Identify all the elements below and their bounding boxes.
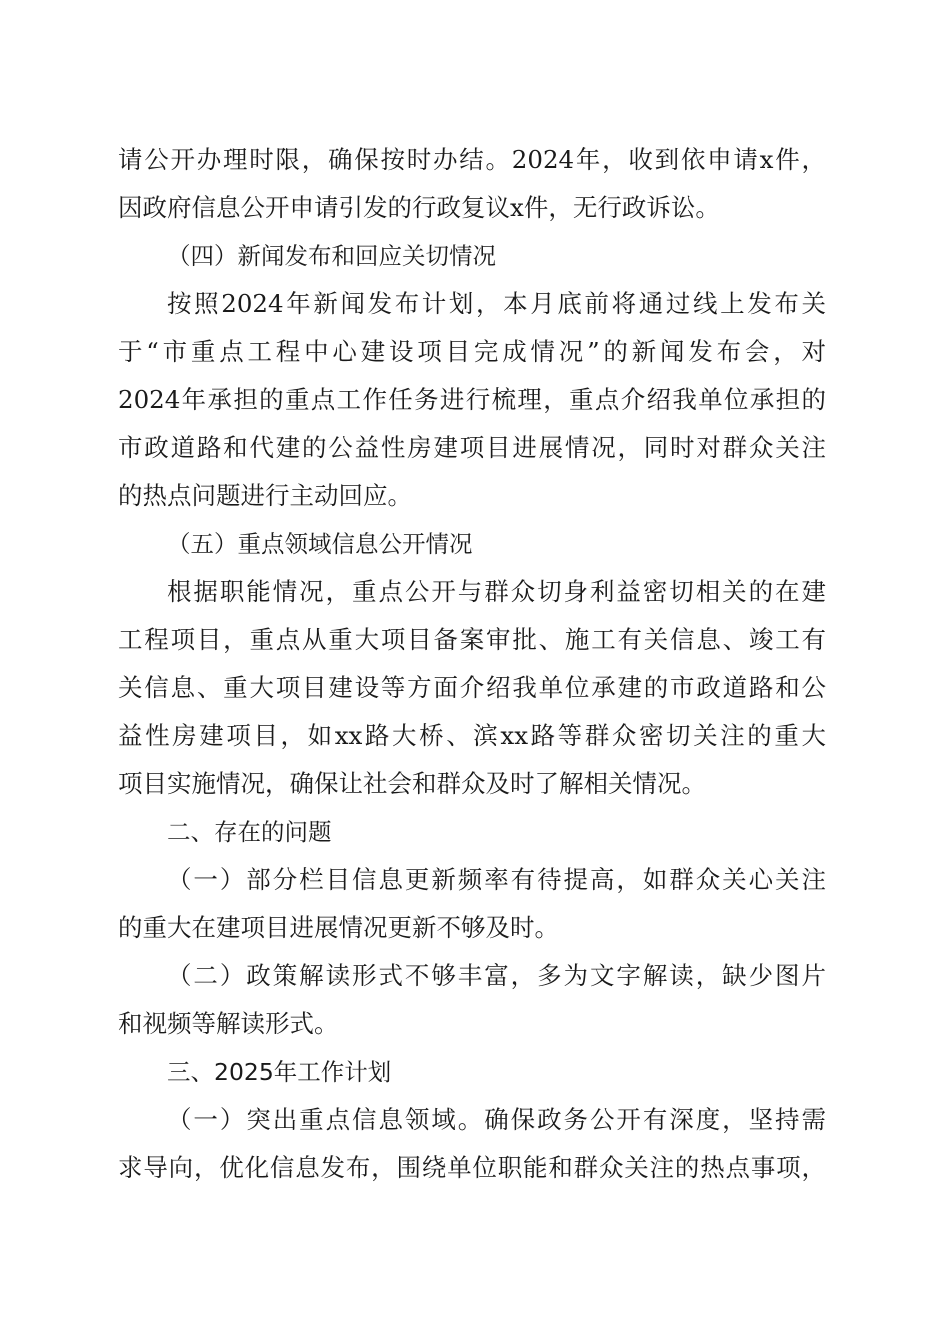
body-line: （二）政策解读形式不够丰富，多为文字解读，缺少图片 [167, 961, 826, 990]
section-heading: （五）重点领域信息公开情况 [167, 530, 473, 558]
body-line: 2024年承担的重点工作任务进行梳理，重点介绍我单位承担的 [118, 385, 826, 414]
body-line: 因政府信息公开申请引发的行政复议x件，无行政诉讼。 [118, 193, 720, 222]
body-line: 按照2024年新闻发布计划，本月底前将通过线上发布关 [167, 289, 826, 318]
body-line: 请公开办理时限，确保按时办结。2024年，收到依申请x件， [118, 145, 826, 174]
chapter-heading: 三、2025年工作计划 [167, 1058, 392, 1086]
body-line: 关信息、重大项目建设等方面介绍我单位承建的市政道路和公 [118, 673, 826, 702]
body-line: 于“市重点工程中心建设项目完成情况”的新闻发布会，对 [118, 337, 826, 366]
body-line: 求导向，优化信息发布，围绕单位职能和群众关注的热点事项， [118, 1153, 826, 1182]
chapter-heading: 二、存在的问题 [167, 818, 332, 846]
body-line: （一）部分栏目信息更新频率有待提高，如群众关心关注 [167, 865, 826, 894]
document-page [118, 136, 826, 1192]
body-line: 益性房建项目，如xx路大桥、滨xx路等群众密切关注的重大 [118, 721, 826, 750]
body-line: 和视频等解读形式。 [118, 1009, 339, 1038]
body-line: 市政道路和代建的公益性房建项目进展情况，同时对群众关注 [118, 433, 826, 462]
body-line: 根据职能情况，重点公开与群众切身利益密切相关的在建 [167, 577, 826, 606]
body-line: （一）突出重点信息领域。确保政务公开有深度，坚持需 [167, 1105, 826, 1134]
body-line: 的热点问题进行主动回应。 [118, 481, 412, 510]
section-heading: （四）新闻发布和回应关切情况 [167, 242, 496, 270]
body-line: 工程项目，重点从重大项目备案审批、施工有关信息、竣工有 [118, 625, 826, 654]
body-line: 的重大在建项目进展情况更新不够及时。 [118, 913, 559, 942]
body-line: 项目实施情况，确保让社会和群众及时了解相关情况。 [118, 769, 706, 798]
